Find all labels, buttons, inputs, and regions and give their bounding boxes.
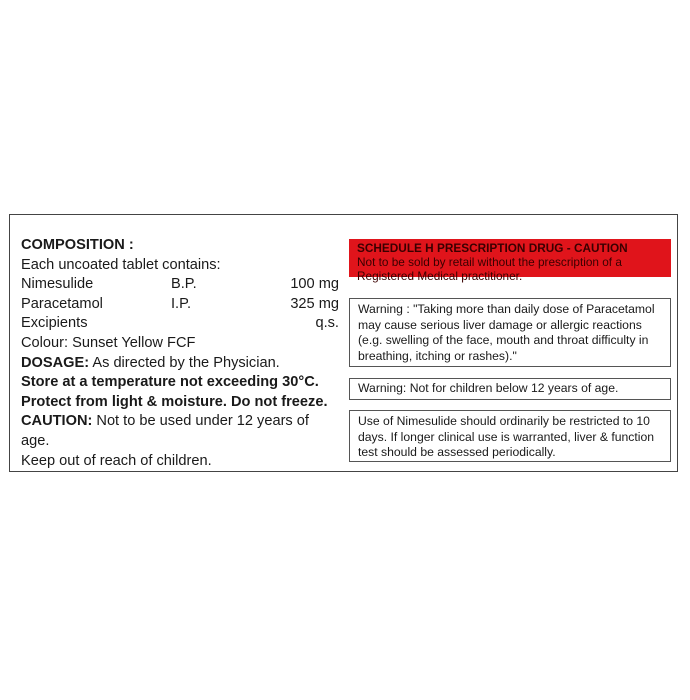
schedule-h-title: SCHEDULE H PRESCRIPTION DRUG - CAUTION — [357, 241, 628, 255]
composition-section — [21, 236, 339, 471]
storage-line-1: Store at a temperature not exceeding 30°C. — [21, 374, 319, 391]
ingredient-amount: 325 mg — [290, 295, 339, 312]
dosage-line — [21, 354, 339, 374]
ingredient-standard: B.P. — [171, 276, 197, 293]
medicine-label-panel — [9, 214, 678, 472]
ingredient-amount: 100 mg — [290, 276, 339, 293]
dosage-text: As directed by the Physician. — [89, 354, 280, 371]
ingredient-name: Nimesulide — [21, 276, 94, 293]
storage-line-2: Protect from light & moisture. Do not freeze. — [21, 393, 328, 410]
paracetamol-warning-box — [349, 298, 671, 367]
schedule-h-box — [349, 239, 671, 283]
ingredient-name: Paracetamol — [21, 295, 103, 312]
composition-intro: Each uncoated tablet contains: — [21, 256, 221, 273]
dosage-label: DOSAGE: — [21, 354, 90, 371]
ingredient-row-nimesulide — [21, 275, 339, 295]
colour-line: Colour: Sunset Yellow FCF — [21, 334, 196, 351]
warnings-section — [349, 239, 671, 462]
nimesulide-warning-text: Use of Nimesulide should ordinarily be restricted to 10 days. If longer clinical use is warranted, liver & function test should be assessed periodically. — [358, 414, 655, 459]
nimesulide-warning-box — [349, 410, 671, 462]
caution-label: CAUTION: — [21, 413, 93, 430]
ingredient-row-excipients — [21, 314, 339, 334]
ingredient-standard — [171, 314, 231, 334]
children-warning-box — [349, 378, 671, 400]
children-warning-text: Warning: Not for children below 12 years of age. — [358, 381, 619, 395]
ingredient-row-paracetamol — [21, 295, 339, 315]
schedule-h-text: Not to be sold by retail without the prescription of a Registered Medical practitioner. — [357, 255, 622, 283]
paracetamol-warning-text: Warning : "Taking more than daily dose of Paracetamol may cause serious liver damage or allergic reactions (e.g. swelling of the face, mouth and throat difficulty in breathing, itching or rashes)." — [358, 302, 655, 363]
ingredient-name: Excipients — [21, 315, 88, 332]
caution-line — [21, 412, 339, 451]
ingredient-standard: I.P. — [171, 295, 192, 312]
ingredient-amount: q.s. — [315, 315, 339, 332]
caution-text: Not to be used under 12 years of age. — [21, 413, 309, 449]
keep-out-line: Keep out of reach of children. — [21, 452, 212, 469]
composition-heading: COMPOSITION : — [21, 237, 134, 253]
